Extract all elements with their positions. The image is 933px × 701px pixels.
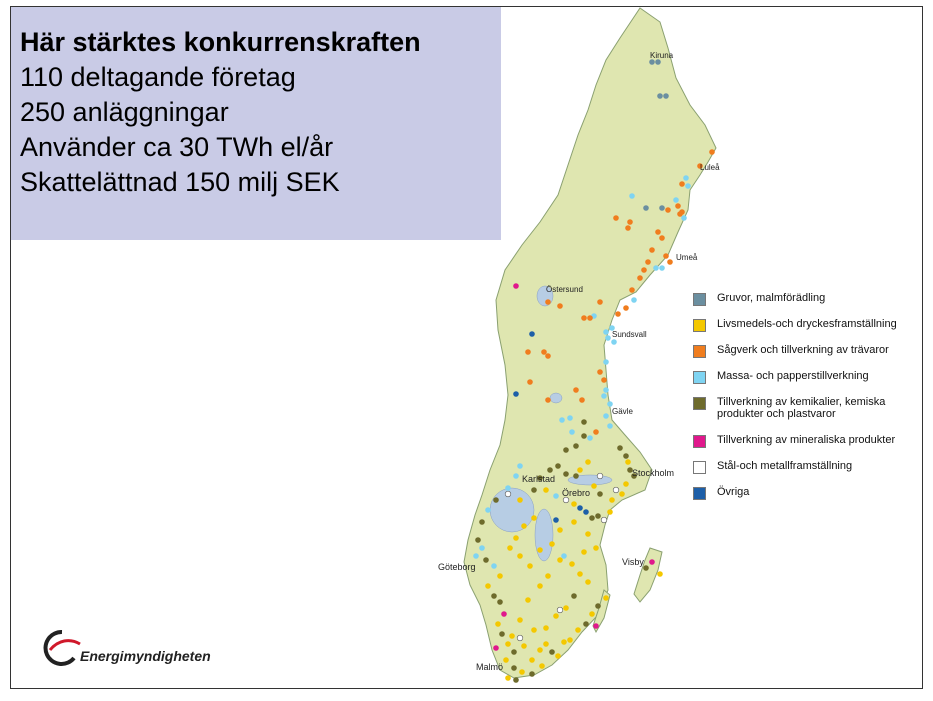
facility-dot xyxy=(655,229,661,235)
facility-dot xyxy=(575,627,581,633)
lake-vattern xyxy=(535,509,553,561)
facility-dot xyxy=(597,299,603,305)
legend-label: Tillverkning av kemikalier, kemiska produkter och plastvaror xyxy=(717,396,886,420)
info-line-facilities: 250 anläggningar xyxy=(20,97,229,127)
legend-item-pulp xyxy=(693,370,923,396)
facility-dot xyxy=(649,247,655,253)
legend-label: Gruvor, malmförädling xyxy=(717,292,826,304)
facility-dot xyxy=(499,631,505,637)
legend-item-minerals xyxy=(693,434,923,460)
facility-dot xyxy=(557,527,563,533)
facility-dot xyxy=(545,353,551,359)
facility-dot xyxy=(525,349,531,355)
legend-swatch-minerals xyxy=(693,435,706,448)
facility-dot xyxy=(519,669,525,675)
legend-label: Livsmedels-och dryckesframställning xyxy=(717,318,897,330)
facility-dot xyxy=(577,571,583,577)
info-box xyxy=(11,7,501,240)
legend-label: Övriga xyxy=(717,486,750,498)
facility-dot xyxy=(495,621,501,627)
facility-dot xyxy=(685,183,691,189)
facility-dot xyxy=(525,597,531,603)
facility-dot xyxy=(539,663,545,669)
legend-swatch-mining xyxy=(693,293,706,306)
facility-dot xyxy=(567,637,573,643)
city-label-ostersund: Östersund xyxy=(546,285,583,294)
facility-dot xyxy=(659,265,665,271)
facility-dot xyxy=(597,491,603,497)
facility-dot xyxy=(557,607,563,613)
facility-dot xyxy=(593,545,599,551)
facility-dot xyxy=(537,647,543,653)
facility-dot xyxy=(585,579,591,585)
facility-dot xyxy=(577,467,583,473)
facility-dot xyxy=(603,387,609,393)
facility-dot xyxy=(557,557,563,563)
facility-dot xyxy=(563,497,569,503)
facility-dot xyxy=(543,641,549,647)
facility-dot xyxy=(607,423,613,429)
legend-item-steel xyxy=(693,460,923,486)
facility-dot xyxy=(625,459,631,465)
facility-dot xyxy=(517,635,523,641)
legend-swatch-food xyxy=(693,319,706,332)
facility-dot xyxy=(501,611,507,617)
city-label-malmo: Malmö xyxy=(476,662,504,672)
facility-dot xyxy=(609,497,615,503)
facility-dot xyxy=(527,379,533,385)
facility-dot xyxy=(607,509,613,515)
facility-dot xyxy=(629,287,635,293)
facility-dot xyxy=(531,515,537,521)
facility-dot xyxy=(521,523,527,529)
facility-dot xyxy=(673,197,679,203)
legend-swatch-chemicals xyxy=(693,397,706,410)
facility-dot xyxy=(543,487,549,493)
facility-dot xyxy=(513,535,519,541)
facility-dot xyxy=(581,433,587,439)
facility-dot xyxy=(561,639,567,645)
facility-dot xyxy=(531,487,537,493)
facility-dot xyxy=(631,297,637,303)
legend-swatch-sawmill xyxy=(693,345,706,358)
facility-dot xyxy=(559,417,565,423)
facility-dot xyxy=(529,671,535,677)
facility-dot xyxy=(709,149,715,155)
facility-dot xyxy=(607,401,613,407)
city-label-gavle: Gävle xyxy=(612,407,633,416)
city-label-sundsvall: Sundsvall xyxy=(612,330,647,339)
facility-dot xyxy=(603,413,609,419)
facility-dot xyxy=(529,657,535,663)
facility-dot xyxy=(517,553,523,559)
legend-swatch-pulp xyxy=(693,371,706,384)
facility-dot xyxy=(583,509,589,515)
city-label-visby: Visby xyxy=(622,557,644,567)
legend-item-chemicals xyxy=(693,396,923,434)
facility-dot xyxy=(517,617,523,623)
facility-dot xyxy=(507,545,513,551)
facility-dot xyxy=(531,627,537,633)
logo-text: Energimyndigheten xyxy=(80,648,211,664)
facility-dot xyxy=(549,541,555,547)
facility-dot xyxy=(491,593,497,599)
facility-dot xyxy=(511,649,517,655)
facility-dot xyxy=(677,211,683,217)
facility-dot xyxy=(683,175,689,181)
facility-dot xyxy=(549,649,555,655)
facility-dot xyxy=(553,493,559,499)
legend-label: Stål-och metallframställning xyxy=(717,460,853,472)
facility-dot xyxy=(597,473,603,479)
facility-dot xyxy=(589,611,595,617)
facility-dot xyxy=(645,259,651,265)
info-line-companies: 110 deltagande företag xyxy=(20,62,296,92)
facility-dot xyxy=(537,583,543,589)
facility-dot xyxy=(577,505,583,511)
legend-swatch-other xyxy=(693,487,706,500)
facility-dot xyxy=(605,335,611,341)
facility-dot xyxy=(509,633,515,639)
city-label-kiruna: Kiruna xyxy=(650,51,674,60)
facility-dot xyxy=(473,553,479,559)
facility-dot xyxy=(587,435,593,441)
facility-dot xyxy=(617,445,623,451)
facility-dot xyxy=(591,483,597,489)
facility-dot xyxy=(627,219,633,225)
facility-dot xyxy=(611,339,617,345)
facility-dot xyxy=(513,283,519,289)
info-line-tax-relief: Skattelättnad 150 milj SEK xyxy=(20,167,340,197)
facility-dot xyxy=(653,265,659,271)
facility-dot xyxy=(595,603,601,609)
facility-dot xyxy=(483,557,489,563)
facility-dot xyxy=(497,599,503,605)
facility-dot xyxy=(475,537,481,543)
facility-dot xyxy=(593,429,599,435)
facility-dot xyxy=(581,549,587,555)
facility-dot xyxy=(563,471,569,477)
facility-dot xyxy=(505,641,511,647)
facility-dot xyxy=(573,443,579,449)
facility-dot xyxy=(623,453,629,459)
facility-dot xyxy=(491,563,497,569)
city-label-umea: Umeå xyxy=(676,253,698,262)
facility-dot xyxy=(569,561,575,567)
facility-dot xyxy=(555,653,561,659)
facility-dot xyxy=(553,517,559,523)
legend-item-sawmill xyxy=(693,344,923,370)
facility-dot xyxy=(479,519,485,525)
facility-dot xyxy=(567,415,573,421)
facility-dot xyxy=(545,397,551,403)
facility-dot xyxy=(485,583,491,589)
facility-dot xyxy=(601,377,607,383)
facility-dot xyxy=(655,59,661,65)
facility-dot xyxy=(545,299,551,305)
facility-dot xyxy=(601,393,607,399)
facility-dot xyxy=(493,497,499,503)
facility-dot xyxy=(505,485,511,491)
facility-dot xyxy=(517,463,523,469)
facility-dot xyxy=(585,531,591,537)
facility-dot xyxy=(529,331,535,337)
facility-dot xyxy=(547,467,553,473)
facility-dot xyxy=(593,623,599,629)
facility-dot xyxy=(663,253,669,259)
facility-dot xyxy=(615,311,621,317)
facility-dot xyxy=(601,517,607,523)
facility-dot xyxy=(543,625,549,631)
legend-item-food xyxy=(693,318,923,344)
facility-dot xyxy=(517,497,523,503)
facility-dot xyxy=(571,593,577,599)
facility-dot xyxy=(595,513,601,519)
facility-dot xyxy=(513,677,519,683)
facility-dot xyxy=(603,329,609,335)
info-title: Här stärktes konkurrenskraften xyxy=(20,27,421,57)
facility-dot xyxy=(667,259,673,265)
facility-dot xyxy=(679,181,685,187)
legend-item-mining xyxy=(693,292,923,318)
facility-dot xyxy=(681,215,687,221)
facility-dot xyxy=(603,359,609,365)
city-label-goteborg: Göteborg xyxy=(438,562,476,572)
facility-dot xyxy=(613,487,619,493)
facility-dot xyxy=(561,553,567,559)
facility-dot xyxy=(623,305,629,311)
facility-dot xyxy=(571,501,577,507)
facility-dot xyxy=(637,275,643,281)
legend-swatch-steel xyxy=(693,461,706,474)
facility-dot xyxy=(597,369,603,375)
map-legend xyxy=(693,292,923,512)
facility-dot xyxy=(583,621,589,627)
facility-dot xyxy=(563,447,569,453)
city-label-karlstad: Karlstad xyxy=(522,474,556,484)
facility-dot xyxy=(553,613,559,619)
facility-dot xyxy=(555,463,561,469)
legend-label: Massa- och papperstillverkning xyxy=(717,370,869,382)
facility-dot xyxy=(623,481,629,487)
info-line-electricity: Använder ca 30 TWh el/år xyxy=(20,132,334,162)
city-label-stockholm: Stockholm xyxy=(632,468,675,478)
facility-dot xyxy=(571,519,577,525)
facility-dot xyxy=(619,491,625,497)
facility-dot xyxy=(569,429,575,435)
facility-dot xyxy=(485,507,491,513)
facility-dot xyxy=(613,215,619,221)
facility-dot xyxy=(643,565,649,571)
lake-vanern xyxy=(490,488,534,532)
facility-dot xyxy=(527,563,533,569)
facility-dot xyxy=(521,643,527,649)
lake-siljan xyxy=(550,393,562,403)
facility-dot xyxy=(641,267,647,273)
facility-dot xyxy=(659,205,665,211)
facility-dot xyxy=(659,235,665,241)
facility-dot xyxy=(585,459,591,465)
facility-dot xyxy=(557,303,563,309)
city-label-orebro: Örebro xyxy=(562,488,591,498)
facility-dot xyxy=(649,59,655,65)
facility-dot xyxy=(587,315,593,321)
facility-dot xyxy=(657,93,663,99)
facility-dot xyxy=(629,193,635,199)
facility-dot xyxy=(581,419,587,425)
facility-dot xyxy=(513,473,519,479)
facility-dot xyxy=(581,315,587,321)
facility-dot xyxy=(493,645,499,651)
city-label-lulea: Luleå xyxy=(700,163,720,172)
facility-dot xyxy=(665,207,671,213)
legend-item-other xyxy=(693,486,923,512)
facility-dot xyxy=(649,559,655,565)
legend-label: Tillverkning av mineraliska produkter xyxy=(717,434,896,446)
facility-dot xyxy=(579,397,585,403)
facility-dot xyxy=(541,349,547,355)
legend-label: Sågverk och tillverkning av trävaror xyxy=(717,344,889,356)
facility-dot xyxy=(545,573,551,579)
facility-dot xyxy=(625,225,631,231)
facility-dot xyxy=(657,571,663,577)
facility-dot xyxy=(573,387,579,393)
facility-dot xyxy=(563,605,569,611)
facility-dot xyxy=(537,547,543,553)
facility-dot xyxy=(573,473,579,479)
facility-dot xyxy=(479,545,485,551)
facility-dot xyxy=(513,391,519,397)
facility-dot xyxy=(675,203,681,209)
facility-dot xyxy=(511,665,517,671)
facility-dot xyxy=(663,93,669,99)
facility-dot xyxy=(505,675,511,681)
facility-dot xyxy=(503,657,509,663)
facility-dot xyxy=(603,595,609,601)
facility-dot xyxy=(497,573,503,579)
facility-dot xyxy=(505,491,511,497)
facility-dot xyxy=(643,205,649,211)
facility-dot xyxy=(589,515,595,521)
